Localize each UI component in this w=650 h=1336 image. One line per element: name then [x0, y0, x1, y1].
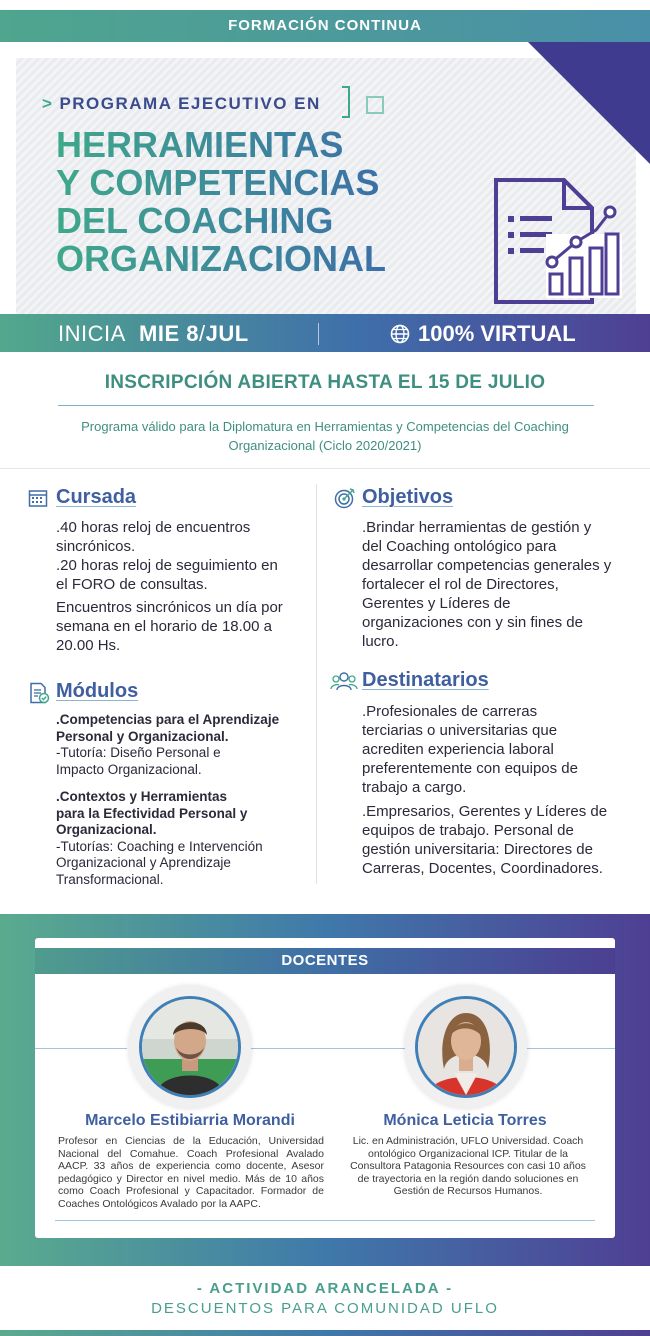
teacher-bio: Profesor en Ciencias de la Educación, Universidad Nacional del Comahue. Coach Profesional Avalado AACP. 33 años de experiencia como docente, Asesor pedagógico y Director en nivel medio. Más de 10 años como Coach Profesional y Capacitador. Formador de Coaches Ontológicos Avalado por la AAPC. [58, 1135, 324, 1210]
divider [523, 1048, 615, 1049]
divider [0, 468, 650, 469]
start-info-bar [0, 314, 650, 352]
bracket-decoration [342, 86, 350, 118]
destinatarios-line: .Profesionales de carreras terciarias o universitarias que acrediten experiencia laboral preferentemente con equipos de trabajo a cargo. [362, 703, 578, 796]
docentes-title: DOCENTES [35, 948, 615, 974]
cursada-line: .40 horas reloj de encuentros sincrónicos. [56, 519, 251, 555]
teacher-name: Mónica Leticia Torres [383, 1112, 547, 1129]
people-icon [330, 670, 358, 692]
divider [318, 323, 319, 345]
hero-title-line: Y COMPETENCIAS [56, 162, 380, 203]
teacher-bio: Lic. en Administración, UFLO Universidad. Coach ontológico Organizacional ICP. Titular de la Consultora Patagonia Resources con casi 10 años de trayectoria en la región dando soluciones en Gestión de Recursos Humanos. [350, 1135, 586, 1197]
document-chart-icon [492, 176, 624, 306]
section-title-modulos [56, 680, 138, 703]
start-label: INICIA [58, 321, 126, 346]
destinatarios-line: .Empresarios, Gerentes y Líderes de equipos de trabajo. Personal de gestión universitaria: Directores de Carreras, Docentes, Coordinadores. [362, 803, 608, 877]
section-title-objetivos [362, 486, 453, 509]
section-title-text: Módulos [56, 680, 139, 702]
checklist-icon [28, 682, 50, 704]
hero-title [56, 126, 386, 278]
section-title-cursada [56, 486, 136, 509]
hero-subtitle [42, 94, 321, 114]
divider [58, 405, 594, 406]
hero-title-line: ORGANIZACIONAL [56, 238, 386, 279]
hero-corner-decoration [528, 42, 650, 164]
divider [55, 1220, 595, 1221]
destinatarios-text [362, 702, 614, 882]
hero [0, 42, 650, 314]
target-icon [334, 487, 356, 509]
top-banner: FORMACIÓN CONTINUA [0, 10, 650, 42]
start-day: MIE 8 [139, 321, 199, 346]
section-title-text: Destinatarios [362, 669, 489, 691]
start-month: JUL [205, 321, 249, 346]
person-photo-icon [418, 999, 514, 1095]
module-detail: -Tutorías: Coaching e Intervención Organizacional y Aprendizaje Transformacional. [56, 838, 263, 887]
program-validity-note: Programa válido para la Diplomatura en Herramientas y Competencias del Coaching Organizacional (Ciclo 2020/2021) [81, 419, 569, 453]
hero-subtitle-text: PROGRAMA EJECUTIVO EN [59, 94, 321, 113]
person-photo-icon [142, 999, 238, 1095]
avatar [139, 996, 241, 1098]
avatar [415, 996, 517, 1098]
section-title-text: Cursada [56, 486, 137, 508]
module-heading: .Competencias para el Aprendizaje Personal y Organizacional. [56, 712, 280, 744]
date-separator: / [199, 321, 206, 346]
module-item [56, 789, 263, 888]
avatar-frame [129, 986, 251, 1108]
globe-icon [390, 324, 410, 344]
start-date [58, 321, 249, 347]
section-title-destinatarios [362, 669, 489, 692]
divider [35, 1048, 127, 1049]
modality: 100% VIRTUAL [418, 321, 576, 346]
module-item [56, 712, 304, 778]
registration-deadline: INSCRIPCIÓN ABIERTA HASTA EL 15 DE JULIO [104, 372, 546, 393]
column-divider [316, 484, 317, 884]
footer-bar [0, 1330, 650, 1336]
calendar-icon [28, 488, 48, 508]
cursada-line: Encuentros sincrónicos un día por semana en el horario de 18.00 a 20.00 Hs. [56, 599, 283, 654]
divider [245, 1048, 405, 1049]
hero-title-line: HERRAMIENTAS [56, 124, 344, 165]
section-title-text: Objetivos [362, 486, 454, 508]
objetivos-text: .Brindar herramientas de gestión y del Coaching ontológico para desarrollar competencias generales y fortalecer el rol de Directores, Gerentes y Líderes de organizaciones con y sin fines de lucro. [362, 519, 612, 650]
cursada-text [56, 518, 288, 659]
teacher-name: Marcelo Estibiarria Morandi [85, 1112, 295, 1129]
docentes-card [35, 938, 615, 1238]
avatar-frame [405, 986, 527, 1108]
discount-notice: DESCUENTOS PARA COMUNIDAD UFLO [151, 1300, 499, 1317]
module-detail: -Tutoría: Diseño Personal e Impacto Organizacional. [56, 745, 221, 777]
fee-notice: - ACTIVIDAD ARANCELADA - [196, 1280, 454, 1297]
cursada-line: .20 horas reloj de seguimiento en el FORO de consultas. [56, 557, 278, 593]
hero-title-line: DEL COACHING [56, 200, 334, 241]
chevron-right-icon: > [42, 94, 54, 113]
square-decoration [366, 96, 384, 114]
module-heading: .Contextos y Herramientas para la Efectividad Personal y Organizacional. [56, 789, 248, 837]
